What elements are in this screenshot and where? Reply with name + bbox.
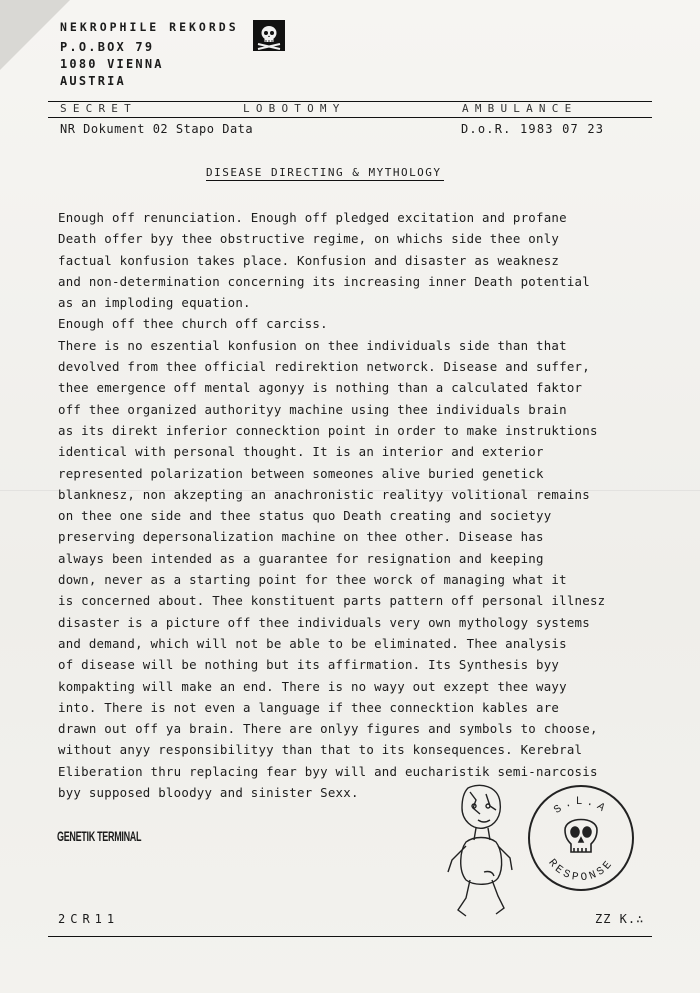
body-line: thee emergence off mental agonyy is nothing than a calculated faktor <box>58 380 583 396</box>
document-date: D.o.R. 1983 07 23 <box>461 122 605 136</box>
footer-left-code: 2CR11 <box>58 912 120 926</box>
body-line: always been intended as a guarantee for resignation and keeping <box>58 550 544 566</box>
banner-lobotomy: LOBOTOMY <box>243 102 346 115</box>
footer-rule <box>48 936 652 937</box>
body-line: devolved from thee official redirektion networck. Disease and suffer, <box>58 359 590 375</box>
body-line: without anyy responsibilityy than that to its konsequences. Kerebral <box>58 742 583 758</box>
body-line: is concerned about. Thee konstituent parts pattern off personal illnesz <box>58 593 606 609</box>
banner-secret: SECRET <box>60 102 137 115</box>
body-line: factual konfusion takes place. Konfusion and disaster as weaknesz <box>58 252 560 268</box>
body-line: identical with personal thought. It is an interior and exterior <box>58 444 544 460</box>
stamp-bottom-text: RESPONSE <box>545 857 617 885</box>
body-line: byy supposed bloodyy and sinister Sexx. <box>58 785 359 801</box>
stamp-top-text: S.L.A <box>552 796 610 817</box>
body-text <box>58 207 668 803</box>
body-line: represented polarization between someones alive buried genetick <box>58 465 544 481</box>
document-title: DISEASE DIRECTING & MYTHOLOGY <box>206 166 442 179</box>
document-id: NR Dokument 02 Stapo Data <box>60 122 254 136</box>
body-line: Enough off renunciation. Enough off pledged excitation and profane <box>58 210 567 225</box>
signature: GENETIK TERMINAL <box>57 829 142 844</box>
body-line: drawn out off ya brain. There are onlyy figures and symbols to choose, <box>58 721 598 737</box>
svg-text:S.L.A <box>552 796 610 817</box>
body-line: blanknesz, non akzepting an anachronistic realityy volitional remains <box>58 486 590 502</box>
sla-response-stamp <box>525 782 637 898</box>
body-line: kompakting will make an end. There is no wayy out exzept thee wayy <box>58 678 567 694</box>
body-line: into. There is not even a language if thee connecktion kables are <box>58 699 560 715</box>
skull-logo-icon <box>253 20 285 51</box>
body-line: and demand, which will not be able to be eliminated. Thee analysis <box>58 635 567 651</box>
stamp-skull-icon <box>565 820 597 853</box>
body-line: and non-determination concerning its increasing inner Death potential <box>58 273 590 289</box>
body-line: of disease will be nothing but its affirmation. Its Synthesis byy <box>58 657 560 673</box>
label-name: NEKROPHILE REKORDS <box>60 20 239 34</box>
banner-ambulance: AMBULANCE <box>462 102 578 115</box>
body-line: There is no eszential konfusion on thee individuals side than that <box>58 337 567 353</box>
body-line: on thee one side and thee status quo Death creating and societyy <box>58 508 552 524</box>
body-line: Eliberation thru replacing fear byy will and eucharistik semi-narcosis <box>58 763 598 779</box>
address-line-1: P.O.BOX 79 <box>60 40 155 54</box>
infant-figure-icon <box>440 780 525 934</box>
header-rule-bottom <box>48 117 652 118</box>
address-line-3: AUSTRIA <box>60 74 126 88</box>
body-line: down, never as a starting point for thee worck of managing what it <box>58 572 567 588</box>
body-line: as an imploding equation. <box>58 295 251 311</box>
body-line: Enough off thee church off carciss. <box>58 316 328 332</box>
letterhead <box>60 20 239 90</box>
address-line-2: 1080 VIENNA <box>60 57 164 71</box>
body-line: preserving depersonalization machine on thee other. Disease has <box>58 529 544 545</box>
footer-right-code: ZZ K.∴ <box>595 912 645 926</box>
body-line: Death offer byy thee obstructive regime, on whichs side thee only <box>58 231 560 247</box>
body-line: disaster is a picture off thee individuals very own mythology systems <box>58 614 590 630</box>
svg-text:RESPONSE <box>545 857 616 884</box>
body-line: off thee organized authorityy machine using thee individuals brain <box>58 401 567 417</box>
body-line: as its direkt inferior connecktion point in order to make instruktions <box>58 422 598 438</box>
